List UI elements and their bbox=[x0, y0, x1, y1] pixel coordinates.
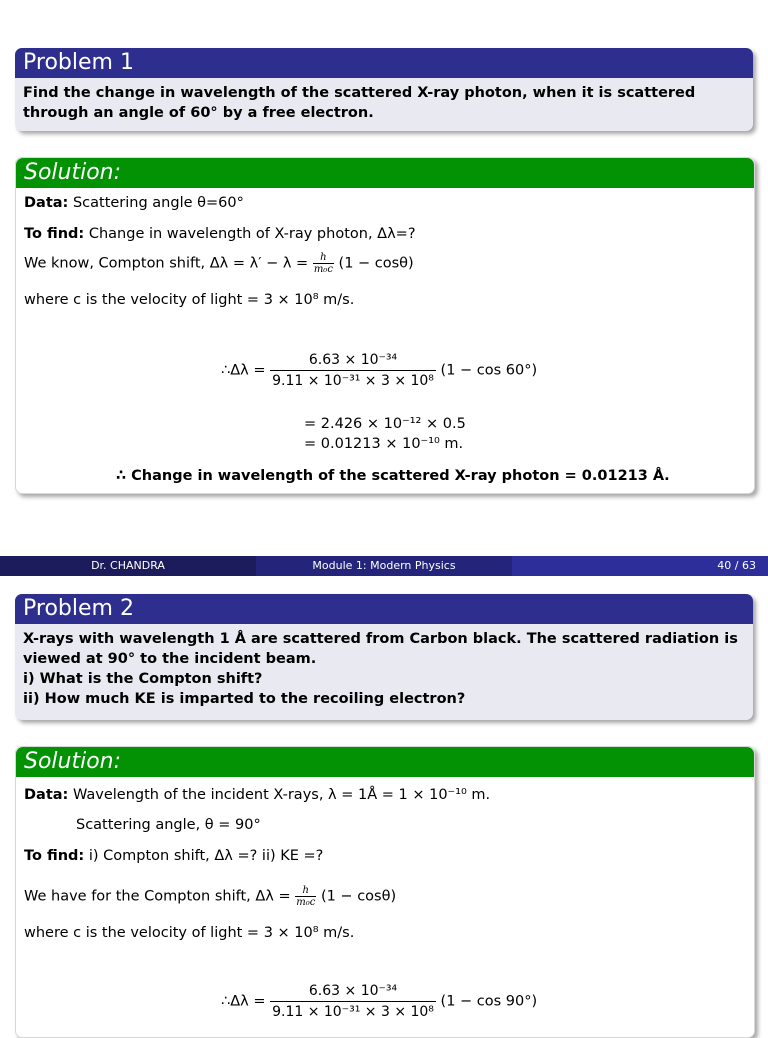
fraction-numerator: h bbox=[295, 885, 316, 897]
conclusion: ∴ Change in wavelength of the scattered X-ray photon = 0.01213 Å. bbox=[116, 468, 670, 484]
footer-author: Dr. CHANDRA bbox=[0, 556, 256, 576]
solution-1-block bbox=[15, 157, 755, 494]
problem-1-title: Problem 1 bbox=[15, 48, 753, 78]
compton-formula-line bbox=[24, 885, 396, 908]
solution-1-title: Solution: bbox=[16, 158, 754, 188]
problem-2-block bbox=[15, 594, 753, 720]
problem-1-block bbox=[15, 48, 753, 131]
to-find-line bbox=[24, 226, 416, 242]
problem-2-line-2: viewed at 90° to the incident beam. bbox=[23, 651, 317, 667]
calc-suffix: (1 − cos 60°) bbox=[440, 362, 538, 379]
data-label: Data: bbox=[24, 195, 69, 211]
to-find-text: i) Compton shift, Δλ =? ii) KE =? bbox=[88, 848, 324, 864]
calc-numerator: 6.63 × 10⁻³⁴ bbox=[270, 350, 436, 371]
slide-2 bbox=[0, 576, 768, 1024]
data-line bbox=[24, 195, 244, 211]
data-text: Wavelength of the incident X-rays, λ = 1Å = 1 × 10⁻¹⁰ m. bbox=[72, 787, 491, 803]
data-line bbox=[24, 787, 490, 803]
problem-2-title: Problem 2 bbox=[15, 594, 753, 624]
problem-2-line-4: ii) How much KE is imparted to the recoiling electron? bbox=[23, 691, 466, 707]
fraction-numerator: h bbox=[313, 252, 334, 264]
solution-2-block bbox=[15, 746, 755, 1038]
step-2: = 0.01213 × 10⁻¹⁰ m. bbox=[304, 436, 464, 452]
footer bbox=[0, 556, 768, 576]
angle-line: Scattering angle, θ = 90° bbox=[76, 817, 261, 833]
data-text: Scattering angle θ=60° bbox=[72, 195, 244, 211]
h-over-m0c-fraction bbox=[313, 252, 334, 275]
compton-formula-line bbox=[24, 252, 414, 275]
fraction-denominator: m₀c bbox=[313, 264, 333, 275]
step-1: = 2.426 × 10⁻¹² × 0.5 bbox=[304, 416, 466, 432]
to-find-label: To find: bbox=[24, 226, 85, 242]
solution-2-title: Solution: bbox=[16, 747, 754, 777]
velocity-line: where c is the velocity of light = 3 × 10⁸ m/s. bbox=[24, 925, 355, 941]
footer-module: Module 1: Modern Physics bbox=[256, 556, 512, 576]
calc-numerator: 6.63 × 10⁻³⁴ bbox=[270, 981, 436, 1002]
compton-suffix: (1 − cosθ) bbox=[320, 888, 397, 905]
problem-2-text bbox=[15, 624, 753, 717]
calc-denominator: 9.11 × 10⁻³¹ × 3 × 10⁸ bbox=[272, 1004, 434, 1020]
compton-prefix: We have for the Compton shift, Δλ = bbox=[24, 888, 291, 905]
calc-denominator: 9.11 × 10⁻³¹ × 3 × 10⁸ bbox=[272, 373, 434, 389]
fraction-denominator: m₀c bbox=[296, 897, 316, 908]
data-label: Data: bbox=[24, 787, 69, 803]
to-find-text: Change in wavelength of X-ray photon, Δλ=? bbox=[88, 226, 416, 242]
calc-fraction bbox=[270, 981, 436, 1022]
problem-2-line-1: X-rays with wavelength 1 Å are scattered from Carbon black. The scattered radiation is bbox=[23, 631, 738, 647]
footer-page-number: 40 / 63 bbox=[512, 556, 768, 576]
calc-fraction bbox=[270, 350, 436, 391]
problem-1-text: Find the change in wavelength of the scattered X-ray photon, when it is scattered through an angle of 60° by a free electron. bbox=[23, 85, 696, 121]
calc-suffix: (1 − cos 90°) bbox=[440, 993, 538, 1010]
compton-prefix: We know, Compton shift, Δλ = λ′ − λ = bbox=[24, 255, 309, 272]
velocity-line: where c is the velocity of light = 3 × 10⁸ m/s. bbox=[24, 292, 355, 308]
to-find-line bbox=[24, 848, 323, 864]
h-over-m0c-fraction bbox=[295, 885, 316, 908]
calc-prefix: ∴Δλ = bbox=[221, 993, 266, 1010]
calc-prefix: ∴Δλ = bbox=[221, 362, 266, 379]
problem-2-line-3: i) What is the Compton shift? bbox=[23, 671, 263, 687]
calculation-line bbox=[221, 981, 537, 1022]
calculation-line bbox=[221, 350, 537, 391]
to-find-label: To find: bbox=[24, 848, 85, 864]
compton-suffix: (1 − cosθ) bbox=[338, 255, 414, 272]
